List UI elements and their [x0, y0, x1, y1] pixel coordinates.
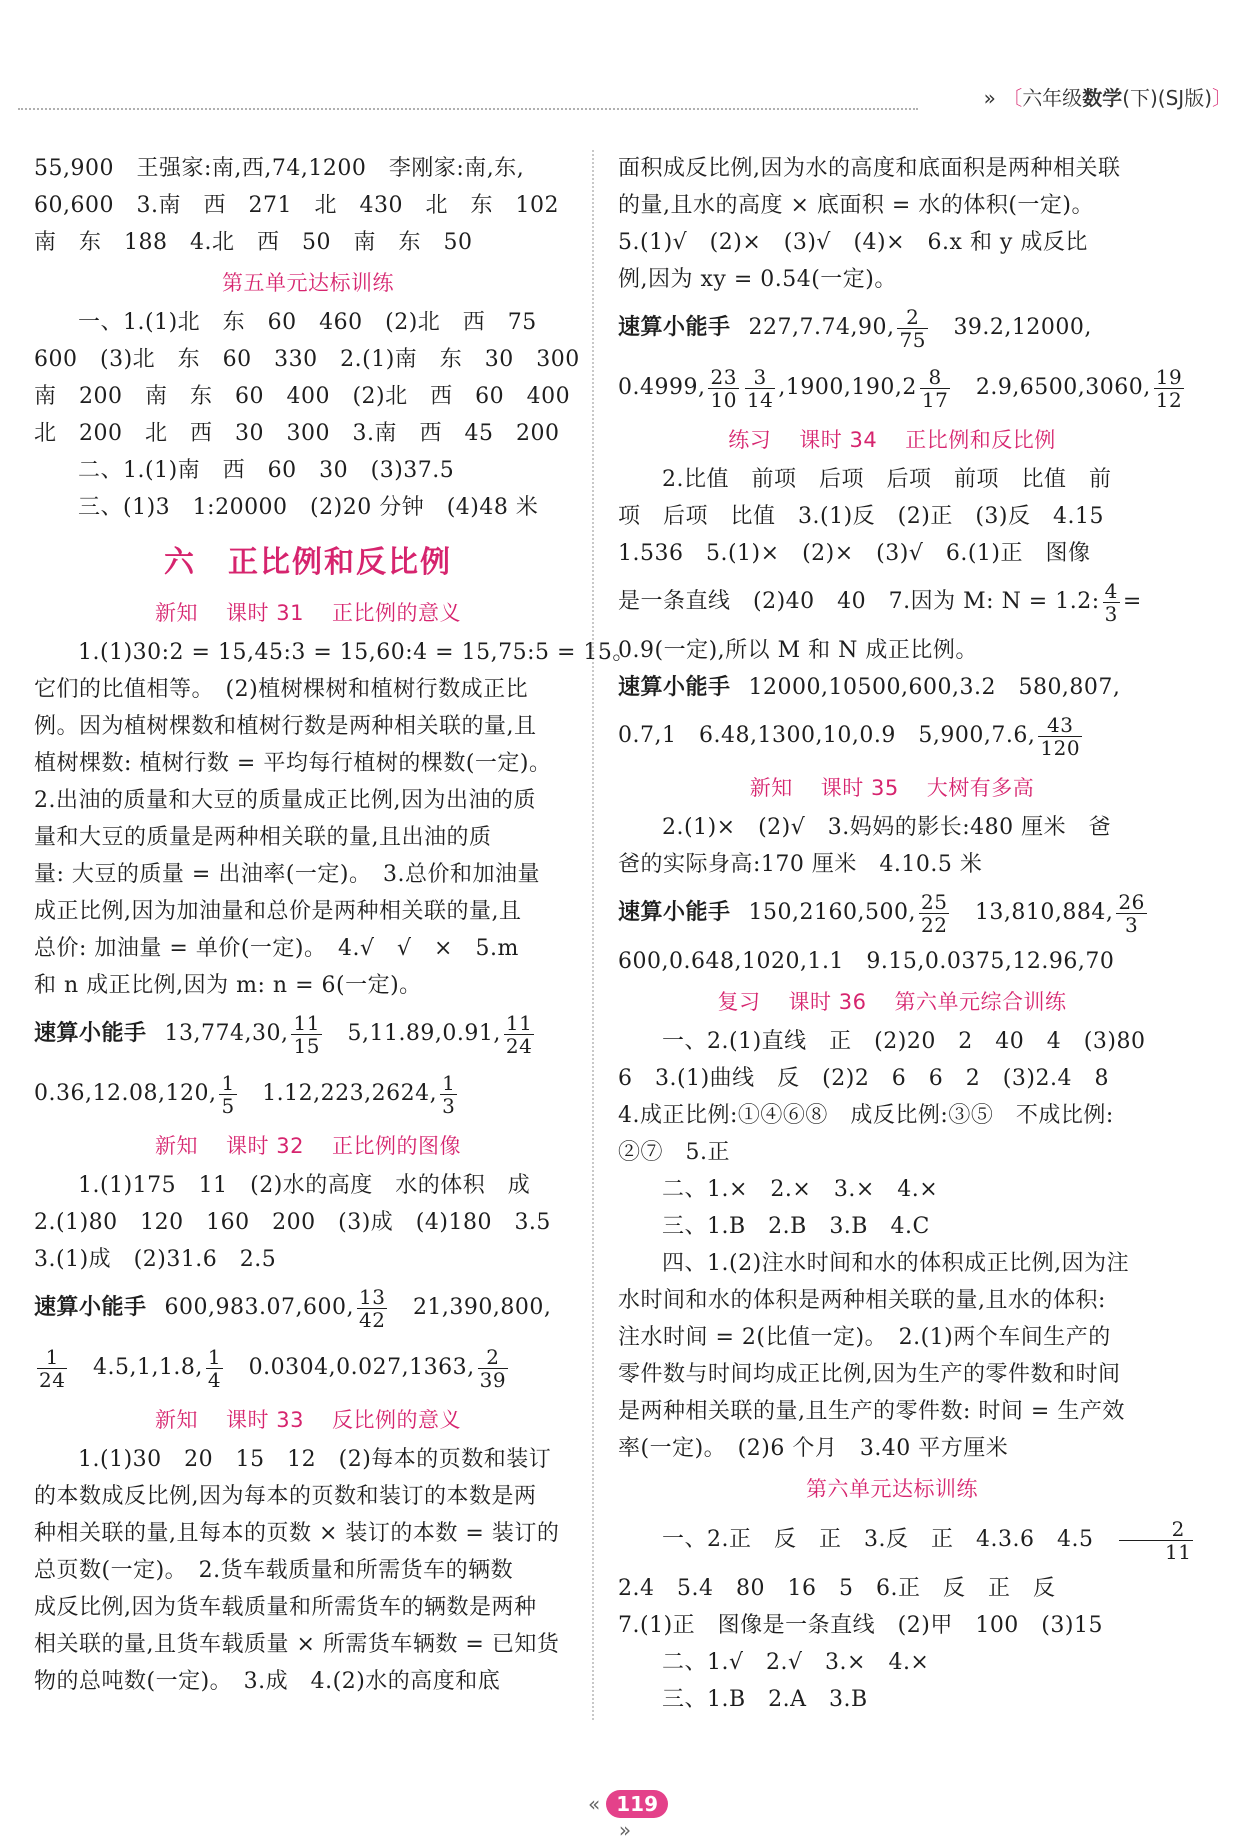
denominator: 11 [1164, 1539, 1192, 1564]
text-line: 600,0.648,1020,1.1 9.15,0.0375,12.96,70 [618, 949, 1115, 974]
text-line: 一、1.(1)北 东 60 460 (2)北 西 75 [78, 310, 537, 335]
lesson-heading-36 [618, 984, 1166, 1021]
lesson-tag: 新知 [155, 1134, 199, 1158]
numerator: 26 [1118, 889, 1145, 914]
answer-text: 是一条直线 (2)40 40 7.因为 M: N = 1.2: [618, 589, 1100, 614]
quick-calc-line [34, 1004, 582, 1064]
answer-text: 13,774,30, [164, 1021, 289, 1046]
answer-text: 5,11.89,0.91, [347, 1021, 501, 1046]
answer-text: = [1122, 589, 1142, 614]
lesson-number: 课时 33 [226, 1408, 304, 1432]
lesson-number: 课时 31 [226, 601, 304, 625]
answer-text: 39.2,12000, [953, 315, 1092, 340]
text-line: 三、1.B 2.A 3.B [662, 1687, 868, 1712]
denominator: 15 [293, 1033, 320, 1058]
text-line: 6 3.(1)曲线 反 (2)2 6 6 2 (3)2.4 8 [618, 1066, 1109, 1091]
answer-text: 4.5,1,1.8, [92, 1355, 203, 1380]
denominator: 22 [920, 912, 948, 937]
bracket-close: 〕 [1212, 86, 1232, 110]
lesson-title: 第六单元综合训练 [894, 990, 1067, 1014]
text-line: 物的总吨数(一定)。 3.成 4.(2)水的高度和底 [34, 1669, 501, 1694]
fraction [206, 1346, 223, 1391]
denominator: 75 [899, 327, 926, 352]
denominator: 4 [207, 1367, 222, 1392]
denominator: 3 [1125, 912, 1139, 937]
text-line: ②⑦ 5.正 [618, 1140, 730, 1165]
text-line: 率(一定)。 (2)6 个月 3.40 平方厘米 [618, 1436, 1009, 1461]
denominator: 12 [1155, 387, 1183, 412]
answer-text: 0.4999, [618, 375, 706, 400]
quick-calc-label: 速算小能手 [34, 1021, 147, 1046]
denominator: 39 [479, 1367, 507, 1392]
text-line: 三、(1)3 1:20000 (2)20 分钟 (4)48 米 [78, 495, 539, 520]
fraction [745, 366, 775, 411]
numerator: 2 [897, 306, 927, 329]
text-line: 总页数(一定)。 2.货车载质量和所需货车的辆数 [34, 1558, 514, 1583]
denominator: 14 [746, 387, 774, 412]
section-heading-unit5: 第五单元达标训练 [222, 271, 394, 295]
text-line: 总价: 加油量 = 单价(一定)。 4.√ √ × 5.m [34, 936, 519, 961]
text-line: 1.536 5.(1)× (2)× (3)√ 6.(1)正 图像 [618, 541, 1091, 566]
denominator: 10 [710, 387, 737, 412]
text-line: 相关联的量,且货车载质量 × 所需货车辆数 = 已知货 [34, 1632, 560, 1657]
lesson-heading-31 [34, 595, 582, 632]
fraction [1119, 1518, 1193, 1563]
numerator: 19 [1155, 364, 1183, 389]
denominator: 24 [505, 1033, 533, 1058]
denominator: 17 [921, 387, 949, 412]
text-line: 北 200 北 西 30 300 3.南 西 45 200 [34, 421, 560, 446]
fraction [291, 1012, 321, 1057]
answer-text: 1.12,223,2624, [262, 1081, 438, 1106]
quick-calc-line [618, 883, 1166, 943]
text-line: 1.(1)30 20 15 12 (2)每本的页数和装订 [78, 1447, 552, 1472]
bracket-open: 〔 [1002, 86, 1023, 110]
lesson-title: 大树有多高 [926, 776, 1035, 800]
text-line: 的本数成反比例,因为每本的页数和装订的本数是两 [34, 1484, 537, 1509]
header-dotted-rule [18, 108, 918, 110]
numerator: 1 [37, 1346, 67, 1369]
text-line: 55,900 王强家:南,西,74,1200 李刚家:南,东, [34, 156, 525, 181]
answer-text: 150,2160,500, [748, 900, 916, 925]
quick-calc-line [618, 358, 1183, 418]
answer-text: 0.7,1 6.48,1300,10,0.9 5,900,7.6, [618, 723, 1036, 748]
text-line: 二、1.× 2.× 3.× 4.× [662, 1177, 939, 1202]
text-line: 2.出油的质量和大豆的质量成正比例,因为出油的质 [34, 788, 536, 813]
text-line: 三、1.B 2.B 3.B 4.C [662, 1214, 930, 1239]
text-line: 植树棵数: 植树行数 = 平均每行植树的棵数(一定)。 [34, 751, 552, 776]
quick-calc-label: 速算小能手 [618, 315, 731, 340]
numerator: 1 [207, 1344, 222, 1369]
quick-calc-line [34, 1338, 582, 1398]
denominator: 42 [358, 1307, 386, 1332]
denominator: 5 [221, 1093, 235, 1118]
answer-text: 一、2.正 反 正 3.反 正 4.3.6 4.5 [662, 1527, 1094, 1552]
numerator: 2 [1119, 1518, 1193, 1541]
section-heading-unit6: 第六单元达标训练 [806, 1477, 978, 1501]
lesson-number: 课时 35 [820, 776, 899, 800]
lesson-tag: 新知 [155, 1408, 199, 1432]
denominator: 3 [442, 1093, 456, 1118]
fraction [478, 1346, 508, 1391]
numerator: 8 [920, 366, 950, 389]
text-line: 水时间和水的体积是两种相关联的量,且水的体积: [618, 1288, 1106, 1313]
fraction [357, 1286, 387, 1331]
text-line: 0.9(一定),所以 M 和 N 成正比例。 [618, 638, 978, 663]
text-line: 二、1.√ 2.√ 3.× 4.× [662, 1650, 930, 1675]
fraction [37, 1346, 67, 1391]
text-line: 7.(1)正 图像是一条直线 (2)甲 100 (3)15 [618, 1613, 1103, 1638]
text-line: 成反比例,因为货车载质量和所需货车的辆数是两种 [34, 1595, 537, 1620]
answer-text: 600,983.07,600, [164, 1295, 354, 1320]
text-line [618, 572, 1166, 632]
lesson-title: 正比例和反比例 [905, 428, 1056, 452]
answer-text: 0.36,12.08,120, [34, 1081, 217, 1106]
numerator: 23 [710, 364, 737, 389]
fraction [897, 306, 927, 351]
fraction [219, 1072, 236, 1117]
quick-calc-label: 速算小能手 [34, 1295, 147, 1320]
right-column [618, 150, 1192, 1718]
text-line [618, 1510, 1192, 1570]
lesson-number: 课时 34 [799, 428, 878, 452]
quick-calc-line [618, 669, 1166, 706]
text-line: 3.(1)成 (2)31.6 2.5 [34, 1247, 277, 1272]
lesson-heading-32 [34, 1128, 582, 1165]
text-line: 种相关联的量,且每本的页数 × 装订的本数 = 装订的 [34, 1521, 560, 1546]
header-arrows: » [983, 86, 996, 110]
lesson-tag: 练习 [728, 428, 772, 452]
text-line: 2.比值 前项 后项 后项 前项 比值 前 [662, 467, 1112, 492]
lesson-number: 课时 32 [226, 1134, 304, 1158]
text-line: 二、1.(1)南 西 60 30 (3)37.5 [78, 458, 455, 483]
denominator: 120 [1040, 735, 1081, 760]
text-line: 是两种相关联的量,且生产的零件数: 时间 = 生产效 [618, 1399, 1125, 1424]
lesson-number: 课时 36 [788, 990, 867, 1014]
text-line: 的量,且水的高度 × 底面积 = 水的体积(一定)。 [618, 193, 1095, 218]
quick-calc-line [618, 298, 1166, 358]
text-line: 成正比例,因为加油量和总价是两种相关联的量,且 [34, 899, 522, 924]
numerator: 1 [221, 1070, 235, 1095]
column-divider [592, 150, 594, 1720]
text-line: 南 200 南 东 60 400 (2)北 西 60 400 [34, 384, 571, 409]
fraction [919, 891, 949, 936]
fraction [504, 1012, 534, 1057]
quick-calc-line [34, 1064, 582, 1124]
subject-label: 数学 [1082, 86, 1123, 110]
right-arrow-icon: » [618, 1818, 632, 1842]
numerator: 2 [478, 1346, 508, 1369]
denominator: 24 [39, 1367, 66, 1392]
lesson-title: 反比例的意义 [331, 1408, 461, 1432]
left-column [34, 150, 635, 1700]
text-line: 爸的实际身高:170 厘米 4.10.5 米 [618, 852, 983, 877]
fraction [1116, 891, 1146, 936]
text-line: 它们的比值相等。 (2)植树棵树和植树行数成正比 [34, 677, 529, 702]
text-line: 一、2.(1)直线 正 (2)20 2 40 4 (3)80 [662, 1029, 1146, 1054]
answer-text: 0.0304,0.027,1363, [248, 1355, 475, 1380]
fraction [708, 366, 738, 411]
lesson-title: 正比例的图像 [331, 1134, 461, 1158]
text-line: 注水时间 = 2(比值一定)。 2.(1)两个车间生产的 [618, 1325, 1111, 1350]
text-line: 4.成正比例:①④⑥⑧ 成反比例:③⑤ 不成比例: [618, 1103, 1114, 1128]
denominator: 3 [1104, 601, 1118, 626]
text-line: 零件数与时间均成正比例,因为生产的零件数和时间 [618, 1362, 1121, 1387]
answer-text: 12000,10500,600,3.2 580,807, [748, 675, 1121, 700]
text-line: 1.(1)175 11 (2)水的高度 水的体积 成 [78, 1173, 531, 1198]
text-line: 例,因为 xy = 0.54(一定)。 [618, 267, 897, 292]
page-header [18, 82, 1232, 122]
fraction [1154, 366, 1184, 411]
quick-calc-label: 速算小能手 [618, 900, 731, 925]
text-line: 面积成反比例,因为水的高度和底面积是两种相关联 [618, 156, 1121, 181]
fraction [1038, 714, 1082, 759]
numerator: 11 [293, 1010, 320, 1035]
fraction [1103, 580, 1120, 625]
quick-calc-line [618, 706, 1166, 766]
quick-calc-label: 速算小能手 [618, 675, 731, 700]
text-line: 例。因为植树棵数和植树行数是两种相关联的量,且 [34, 714, 537, 739]
text-line: 项 后项 比值 3.(1)反 (2)正 (3)反 4.15 [618, 504, 1104, 529]
answer-text: ,1900,190,2 [778, 375, 917, 400]
lesson-heading-33 [34, 1402, 582, 1439]
text-line: 和 n 成正比例,因为 m: n = 6(一定)。 [34, 973, 422, 998]
text-line: 南 东 188 4.北 西 50 南 东 50 [34, 230, 473, 255]
numerator: 1 [442, 1070, 456, 1095]
lesson-heading-34 [618, 422, 1166, 459]
text-line: 量: 大豆的质量 = 出油率(一定)。 3.总价和加油量 [34, 862, 540, 887]
lesson-title: 正比例的意义 [331, 601, 461, 625]
page-number-badge: 119 [606, 1790, 668, 1818]
numerator: 4 [1104, 578, 1118, 603]
lesson-heading-35 [618, 770, 1166, 807]
lesson-tag: 新知 [749, 776, 793, 800]
text-line: 量和大豆的质量是两种相关联的量,且出油的质 [34, 825, 492, 850]
lesson-tag: 新知 [155, 601, 199, 625]
text-line: 5.(1)√ (2)× (3)√ (4)× 6.x 和 y 成反比 [618, 230, 1088, 255]
numerator: 13 [358, 1284, 386, 1309]
answer-text: 21,390,800, [412, 1295, 552, 1320]
numerator: 43 [1038, 714, 1082, 737]
numerator: 3 [745, 366, 775, 389]
fraction [920, 366, 950, 411]
answer-text: 13,810,884, [974, 900, 1114, 925]
text-line: 2.(1)× (2)√ 3.妈妈的影长:480 厘米 爸 [662, 815, 1112, 840]
chapter-title: 六 正比例和反比例 [164, 545, 452, 580]
text-line: 四、1.(2)注水时间和水的体积成正比例,因为注 [662, 1251, 1130, 1276]
text-line: 2.(1)80 120 160 200 (3)成 (4)180 3.5 [34, 1210, 551, 1235]
text-line: 2.4 5.4 80 16 5 6.正 反 正 反 [618, 1576, 1056, 1601]
text-line: 60,600 3.南 西 271 北 430 北 东 102 [34, 193, 559, 218]
book-title [984, 82, 1232, 111]
lesson-tag: 复习 [717, 990, 761, 1014]
edition-label: (下)(SJ版) [1122, 86, 1212, 110]
left-arrow-icon: « [588, 1792, 601, 1816]
answer-text: 227,7.74,90, [748, 315, 895, 340]
answer-text: 2.9,6500,3060, [975, 375, 1151, 400]
page-number [575, 1790, 675, 1842]
quick-calc-line [34, 1278, 582, 1338]
fraction [440, 1072, 457, 1117]
numerator: 25 [920, 889, 948, 914]
grade-label: 六年级 [1022, 86, 1083, 110]
numerator: 11 [505, 1010, 533, 1035]
text-line: 600 (3)北 东 60 330 2.(1)南 东 30 300 [34, 347, 580, 372]
text-line: 1.(1)30:2 = 15,45:3 = 15,60:4 = 15,75:5 = 15。 [78, 640, 635, 665]
